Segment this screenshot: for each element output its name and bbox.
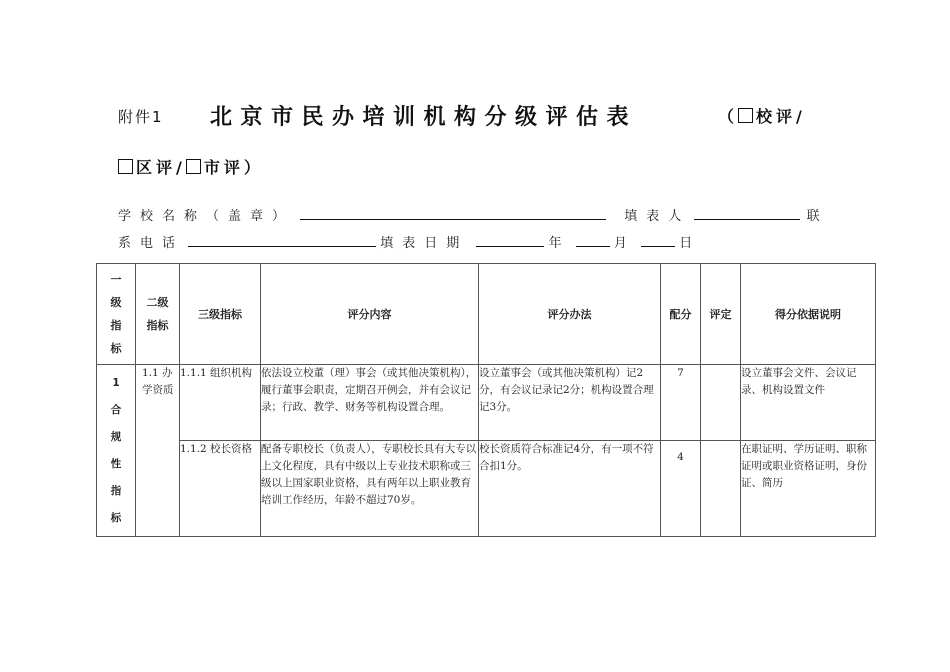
level2-cell: 1.1 办学资质 [136,365,180,537]
school-name-field[interactable] [300,207,606,220]
rating-cell[interactable] [701,365,741,441]
table-row [97,441,876,537]
rating-cell[interactable] [701,441,741,537]
header-content: 评分内容 [261,264,479,365]
header-basis: 得分依据说明 [741,264,876,365]
header-rating: 评定 [701,264,741,365]
content-cell: 配备专职校长（负责人），专职校长具有大专以上文化程度，具有中级以上专业技术职称或三级以上国家职业资格，具有两年以上职业教育培训工作经历，年龄不超过70岁。 [261,441,479,537]
basis-cell: 设立董事会文件、会议记录、机构设置文件 [741,365,876,441]
year-label: 年 [548,236,562,251]
header-score: 配分 [661,264,701,365]
level3-cell: 1.1.1 组织机构 [180,365,261,441]
header-level2: 二级 指标 [136,264,180,365]
school-eval-checkbox[interactable] [738,108,753,123]
basis-cell: 在职证明、学历证明、职称证明或职业资格证明，身份证、简历 [741,441,876,537]
header-level3: 三级指标 [180,264,261,365]
attachment-label: 附件1 [118,108,164,126]
year-field[interactable] [476,234,544,247]
table-row [97,365,876,441]
contact-phone-field[interactable] [188,234,376,247]
city-eval-checkbox[interactable] [186,159,201,174]
month-field[interactable] [576,234,610,247]
evaluation-table [96,263,876,537]
level3-cell: 1.1.2 校长资格 [180,441,261,537]
info-line-2 [118,232,692,251]
level1-cell: 1 合 规 性 指 标 [97,365,136,537]
table-header-row [97,264,876,365]
filler-field[interactable] [694,207,800,220]
month-label: 月 [613,236,627,251]
eval-school: （ 校评/ [718,107,806,126]
eval-city-label: 市评） [203,158,264,177]
header-method: 评分办法 [479,264,661,365]
page-title: 北京市民办培训机构分级评估表 [210,104,638,130]
filler-label: 填表人 [624,209,691,224]
content-cell: 依法设立校董（理）事会（或其他决策机构），履行董事会职责，定期召开例会，并有会议记录；行政、教学、财务等机构设置合理。 [261,365,479,441]
day-field[interactable] [641,234,675,247]
method-cell: 设立董事会（或其他决策机构）记2分，有会议记录记2分；机构设置合理记3分。 [479,365,661,441]
title-row-2 [118,155,264,178]
contact-tail: 联 [806,209,820,224]
fill-date-label: 填表日期 [380,236,469,251]
score-cell: 7 [661,365,701,441]
info-line-1 [118,205,820,224]
day-label: 日 [679,236,693,251]
score-cell: 4 [661,441,701,537]
school-name-label: 学校名称（盖章） [118,209,295,224]
header-level1: 一 级 指 标 [97,264,136,365]
contact-phone-label: 系电话 [118,236,185,251]
method-cell: 校长资质符合标准记4分，有一项不符合扣1分。 [479,441,661,537]
eval-district-label: 区评/ [136,158,186,177]
district-eval-checkbox[interactable] [118,159,133,174]
